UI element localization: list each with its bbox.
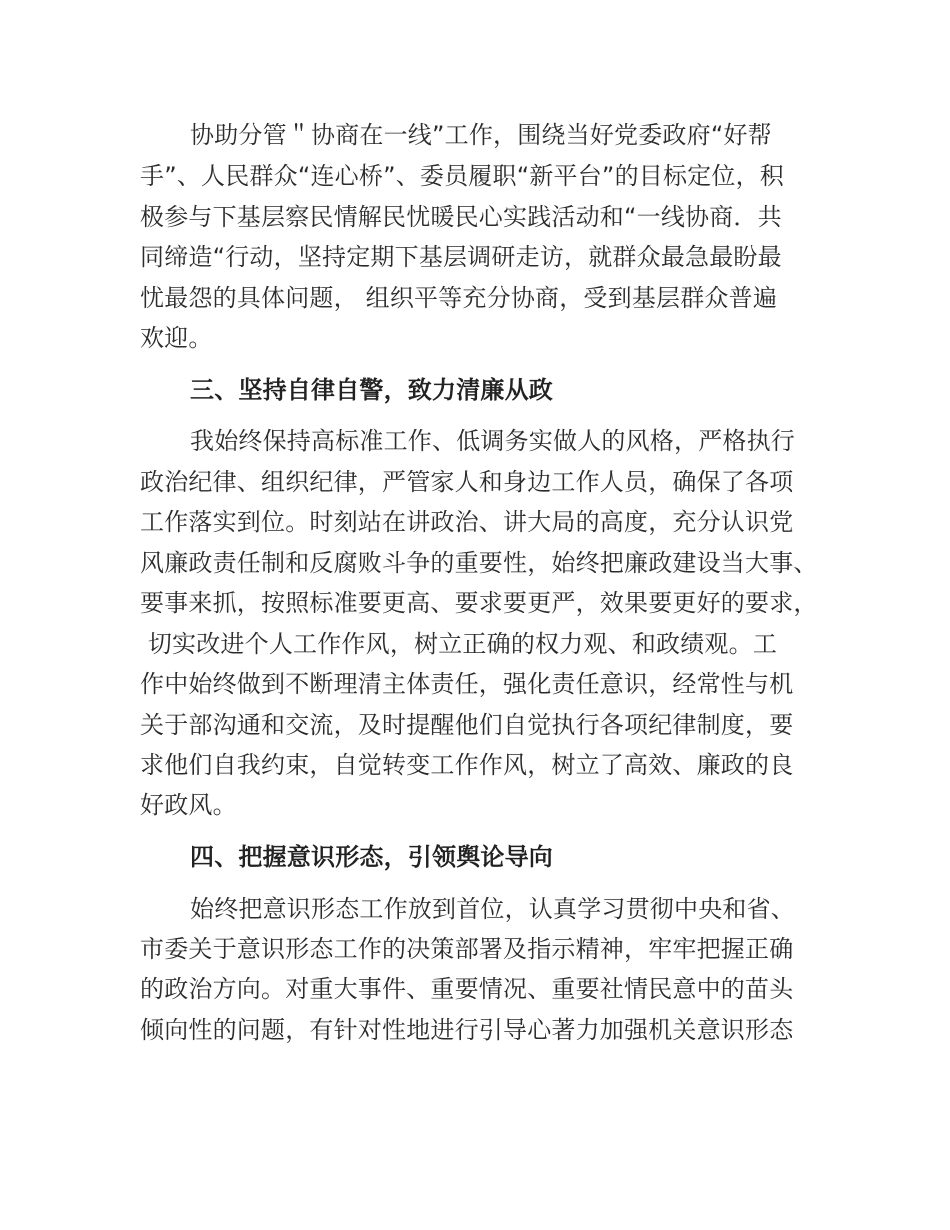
text-line: 始终把意识形态工作放到首位，认真学习贯彻中央和省、 — [190, 895, 795, 923]
text-line: 忧最怨的具体问题， 组织平等充分协商，受到基层群众普遍 — [140, 284, 778, 312]
text-line: 倾向性的问题，有针对性地进行引导心著力加强机关意识形态 — [140, 1016, 794, 1044]
text-line: 关于部沟通和交流，及时提醒他们自觉执行各项纪律制度，要 — [140, 711, 794, 739]
text-line: 风廉政责任制和反腐败斗争的重要性，始终把廉政建设当大事、 — [140, 549, 818, 577]
text-line: 手”、人民群众“连心桥”、委员履职“新平台”的目标定位，积 — [140, 162, 784, 190]
text-line: 切实改进个人工作作风，树立正确的权力观、和政绩观。工 — [140, 630, 778, 658]
text-line: 好政风。 — [140, 791, 237, 819]
section-heading: 三、坚持自律自警，致力清廉从政 — [190, 376, 553, 404]
text-line: 工作落实到位。时刻站在讲政治、讲大局的高度，充分认识党 — [140, 508, 794, 536]
text-line: 市委关于意识形态工作的决策部署及指示精神，牢牢把握正确 — [140, 935, 794, 963]
text-line: 欢迎。 — [140, 324, 213, 352]
section-heading: 四、把握意识形态，引领舆论导向 — [190, 843, 553, 871]
text-line: 作中始终做到不断理清主体责任，强化责任意识，经常性与机 — [140, 670, 794, 698]
text-line: 同缔造“行动，坚持定期下基层调研走访，就群众最急最盼最 — [140, 243, 782, 271]
text-line: 政治纪律、组织纪律，严管家人和身边工作人员，确保了各项 — [140, 468, 794, 496]
text-line: 要事来抓，按照标准要更高、要求要更严，效果要更好的要求， — [140, 589, 818, 617]
text-line: 极参与下基层察民情解民忧暖民心实践活动和“一线协商．共 — [140, 203, 782, 231]
text-line: 我始终保持高标准工作、低调务实做人的风格，严格执行 — [190, 427, 795, 455]
text-line: 求他们自我约束，自觉转变工作作风，树立了高效、廉政的良 — [140, 751, 794, 779]
text-line: 协助分管＂协商在一线”工作，围绕当好党委政府“好帮 — [190, 121, 772, 149]
text-line: 的政治方向。对重大事件、重要情况、重要社情民意中的苗头 — [140, 975, 794, 1003]
